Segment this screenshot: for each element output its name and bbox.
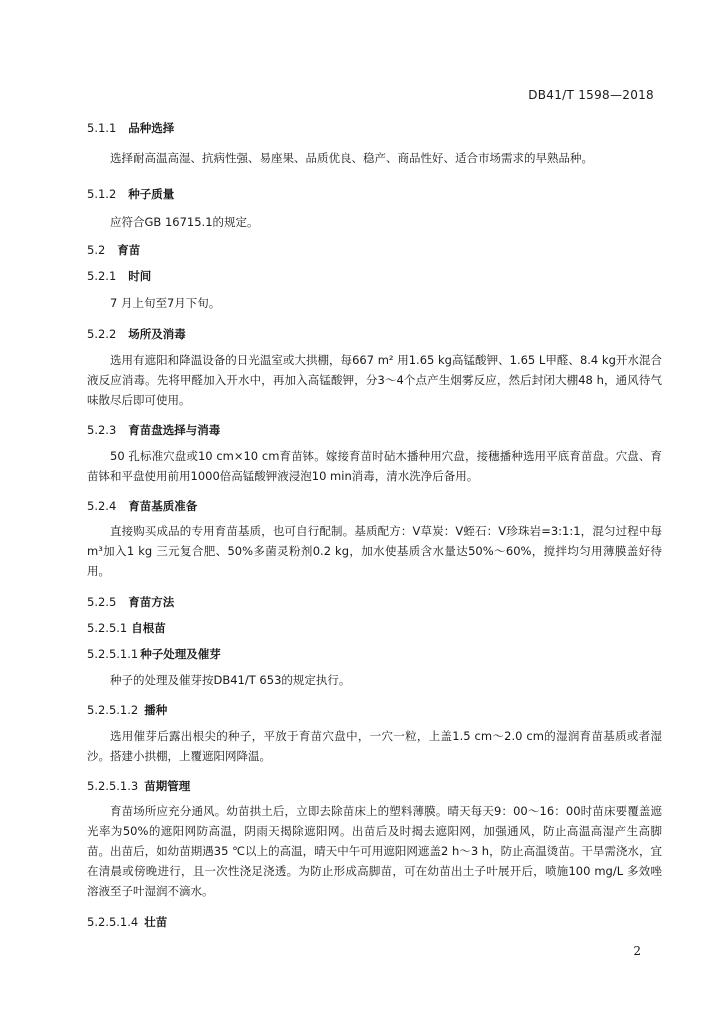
heading-number: 5.1.1	[87, 121, 117, 135]
heading-5-2-5-1-3	[87, 778, 662, 794]
heading-title: 育苗盘选择与消毒	[128, 423, 221, 437]
paragraph-5-1-2: 应符合GB 16715.1的规定。	[110, 215, 259, 229]
heading-title: 壮苗	[144, 915, 168, 929]
heading-number: 5.2.5.1.3	[87, 779, 139, 793]
heading-title: 苗期管理	[144, 779, 191, 793]
heading-5-2-5-1	[87, 620, 662, 636]
heading-number: 5.2	[87, 243, 106, 257]
heading-number: 5.2.4	[87, 499, 117, 513]
heading-number: 5.2.1	[87, 269, 117, 283]
paragraph-5-1-1: 选择耐高温高湿、抗病性强、易座果、品质优良、稳产、商品性好、适合市场需求的早熟品种。	[110, 151, 593, 165]
heading-title: 时间	[128, 269, 152, 283]
heading-5-2-5	[87, 594, 662, 610]
paragraph-5-2-1: 7 月上旬至7月下旬。	[110, 296, 221, 310]
paragraph-5-2-5-1-2: 选用催芽后露出根尖的种子，平放于育苗穴盘中，一穴一粒，上盖1.5 cm～2.0 cm的湿润育苗基质或者湿沙。搭建小拱棚，上覆遮阳网降温。	[87, 729, 662, 763]
heading-5-2-5-1-4	[87, 914, 662, 930]
heading-title: 种子处理及催芽	[140, 647, 221, 661]
heading-5-1-2	[87, 186, 662, 202]
heading-number: 5.2.3	[87, 423, 117, 437]
heading-title: 育苗基质准备	[128, 499, 198, 513]
heading-5-2	[87, 242, 662, 258]
heading-number: 5.2.5.1.2	[87, 703, 139, 717]
paragraph-5-2-3: 50 孔标准穴盘或10 cm×10 cm育苗钵。嫁接育苗时砧木播种用穴盘，接穗播种选用平底育苗盘。穴盘、育苗钵和平盘使用前用1000倍高锰酸钾液浸泡10 min消毒，清水洗净后备用。	[87, 449, 662, 483]
heading-number: 5.2.5	[87, 595, 117, 609]
heading-title: 自根苗	[131, 621, 166, 635]
page-number: 2	[633, 944, 641, 958]
paragraph-5-2-4: 直接购买成品的专用育苗基质，也可自行配制。基质配方：V草炭：V蛭石：V珍珠岩=3:1:1，混匀过程中每 m³加入1 kg 三元复合肥、50%多菌灵粉剂0.2 kg，加水使基质含水量达50%～60%，搅拌均匀用薄膜盖好待用。	[87, 524, 662, 578]
heading-title: 品种选择	[128, 121, 175, 135]
heading-number: 5.2.5.1.4	[87, 915, 139, 929]
heading-5-2-2	[87, 326, 662, 342]
heading-title: 播种	[144, 703, 168, 717]
standard-code: DB41/T 1598—2018	[528, 88, 654, 102]
heading-number: 5.2.5.1.1	[87, 647, 139, 661]
heading-title: 育苗方法	[128, 595, 175, 609]
paragraph-5-2-5-1-1: 种子的处理及催芽按DB41/T 653的规定执行。	[110, 673, 351, 687]
heading-title: 育苗	[117, 243, 141, 257]
heading-5-2-5-1-1	[87, 646, 662, 662]
paragraph-5-2-2: 选用有遮阳和降温设备的日光温室或大拱棚，每667 m² 用1.65 kg高锰酸钾、1.65 L甲醛、8.4 kg开水混合液反应消毒。先将甲醛加入开水中，再加入高锰酸钾，分3～4个点产生烟雾反应，然后封闭大棚48 h，通风待气味散尽后即可使用。	[87, 353, 662, 407]
heading-5-2-5-1-2	[87, 702, 662, 718]
heading-number: 5.2.5.1	[87, 621, 128, 635]
heading-number: 5.2.2	[87, 327, 117, 341]
heading-title: 场所及消毒	[128, 327, 186, 341]
heading-5-2-3	[87, 422, 662, 438]
paragraph-5-2-5-1-3: 育苗场所应充分通风。幼苗拱土后，立即去除苗床上的塑料薄膜。晴天每天9：00～16：00时苗床要覆盖遮光率为50%的遮阳网防高温，阴雨天揭除遮阳网。出苗后及时揭去遮阳网，加强通风，防止高温高湿产生高脚苗。出苗后，如幼苗期遇35 ℃以上的高温，晴天中午可用遮阳网遮盖2 h～3 h，防止高温烫苗。干旱需浇水，宜在清晨或傍晚进行，且一次性浇足浇透。为防止形成高脚苗，可在幼苗出土子叶展开后，喷施100 mg/L 多效唑溶液至子叶湿润不滴水。	[87, 804, 662, 898]
heading-number: 5.1.2	[87, 187, 117, 201]
heading-5-1-1	[87, 120, 662, 136]
heading-5-2-4	[87, 498, 662, 514]
heading-title: 种子质量	[128, 187, 175, 201]
heading-5-2-1	[87, 268, 662, 284]
